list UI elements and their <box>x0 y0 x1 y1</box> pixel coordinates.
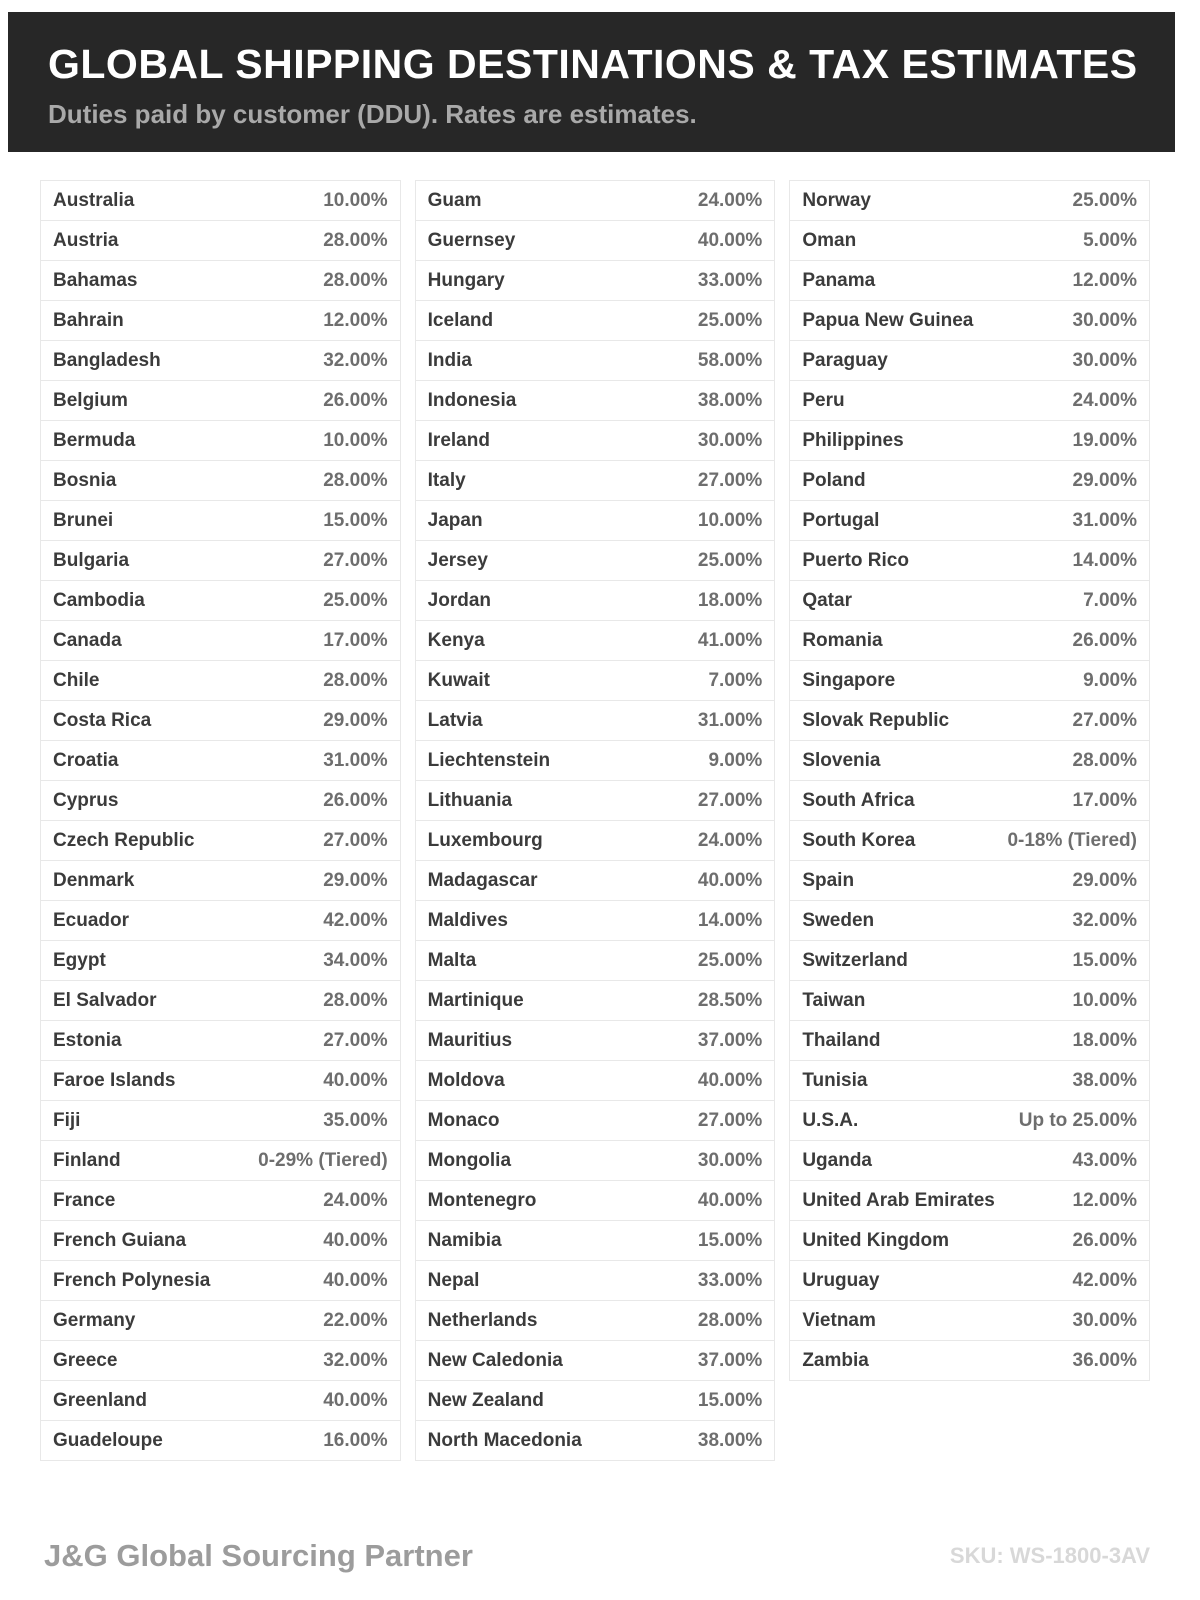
table-row <box>789 620 1150 661</box>
tax-rate: 18.00% <box>1072 1029 1137 1051</box>
tax-rate: 30.00% <box>697 1149 763 1171</box>
table-row <box>415 980 776 1021</box>
tax-rate: 40.00% <box>323 1389 388 1411</box>
tax-rate: 7.00% <box>708 669 763 691</box>
table-row <box>415 1380 776 1421</box>
table-row <box>40 900 401 941</box>
tax-rate: 17.00% <box>323 629 388 651</box>
table-row <box>40 1300 401 1341</box>
country-name: Taiwan <box>802 989 866 1011</box>
country-name: Madagascar <box>427 869 538 891</box>
tax-rate: 31.00% <box>1072 509 1137 531</box>
table-row <box>789 460 1150 501</box>
table-row <box>415 460 776 501</box>
country-name: New Caledonia <box>427 1349 563 1371</box>
tax-rate: 40.00% <box>697 1189 763 1211</box>
tax-rate: 30.00% <box>1072 349 1137 371</box>
country-name: Peru <box>802 389 845 411</box>
tax-rate: 27.00% <box>697 1109 763 1131</box>
tax-rate: 32.00% <box>323 349 388 371</box>
country-name: Philippines <box>802 429 904 451</box>
tax-rate: 12.00% <box>1072 1189 1137 1211</box>
table-row <box>415 380 776 421</box>
table-row <box>40 340 401 381</box>
country-name: Cyprus <box>53 789 119 811</box>
country-name: Fiji <box>53 1109 81 1131</box>
tax-rate: 24.00% <box>1072 389 1137 411</box>
country-name: Norway <box>802 189 871 211</box>
country-name: Czech Republic <box>53 829 195 851</box>
tax-rate: 26.00% <box>1072 629 1137 651</box>
tax-rate: 42.00% <box>323 909 388 931</box>
sku-label: SKU: WS-1800-3AV <box>949 1543 1150 1568</box>
table-row <box>415 580 776 621</box>
brand-name: J&G Global Sourcing Partner <box>44 1538 473 1573</box>
tax-rate: 22.00% <box>323 1309 388 1331</box>
country-name: Slovak Republic <box>802 709 950 731</box>
tax-rate: 28.00% <box>1072 749 1137 771</box>
table-row <box>40 1220 401 1261</box>
country-name: Jersey <box>427 549 488 571</box>
tax-rate: 15.00% <box>697 1389 763 1411</box>
tax-rate: 10.00% <box>697 509 763 531</box>
table-row <box>789 420 1150 461</box>
country-name: Jordan <box>427 589 492 611</box>
tax-rate: 16.00% <box>323 1429 388 1451</box>
table-row <box>415 700 776 741</box>
table-row <box>789 340 1150 381</box>
country-name: Latvia <box>427 709 483 731</box>
table-row <box>415 1140 776 1181</box>
table-row <box>40 580 401 621</box>
tax-rate: 38.00% <box>697 389 763 411</box>
page-subtitle: Duties paid by customer (DDU). Rates are estimates. <box>48 99 697 130</box>
country-name: U.S.A. <box>802 1109 859 1131</box>
country-name: Bulgaria <box>53 549 130 571</box>
rates-column-2 <box>415 180 776 1461</box>
country-name: France <box>53 1189 116 1211</box>
country-name: Germany <box>53 1309 136 1331</box>
country-name: Switzerland <box>802 949 908 971</box>
country-name: Moldova <box>427 1069 505 1091</box>
country-name: Liechtenstein <box>427 749 551 771</box>
country-name: Papua New Guinea <box>802 309 974 331</box>
rates-table <box>40 180 1150 1461</box>
tax-rate: 24.00% <box>697 189 763 211</box>
country-name: Finland <box>53 1149 121 1171</box>
country-name: Tunisia <box>802 1069 868 1091</box>
tax-rate: 14.00% <box>697 909 763 931</box>
table-row <box>415 1180 776 1221</box>
table-row <box>40 700 401 741</box>
table-row <box>789 1300 1150 1341</box>
country-name: Portugal <box>802 509 880 531</box>
country-name: Paraguay <box>802 349 888 371</box>
country-name: Brunei <box>53 509 114 531</box>
country-name: Greenland <box>53 1389 147 1411</box>
table-row <box>415 1060 776 1101</box>
country-name: Austria <box>53 229 119 251</box>
tax-rate: 31.00% <box>323 749 388 771</box>
country-name: Namibia <box>427 1229 502 1251</box>
tax-rate: 25.00% <box>697 309 763 331</box>
tax-rate: 10.00% <box>323 189 388 211</box>
table-row <box>40 820 401 861</box>
country-name: Sweden <box>802 909 875 931</box>
country-name: Uruguay <box>802 1269 880 1291</box>
table-row <box>789 1180 1150 1221</box>
tax-rate: 27.00% <box>697 789 763 811</box>
tax-rate: 26.00% <box>1072 1229 1137 1251</box>
tax-rate: 18.00% <box>697 589 763 611</box>
country-name: Puerto Rico <box>802 549 909 571</box>
table-row <box>40 860 401 901</box>
rates-column-3 <box>789 180 1150 1381</box>
tax-rate: 15.00% <box>323 509 388 531</box>
tax-rate: 28.50% <box>697 989 763 1011</box>
table-row <box>415 1420 776 1461</box>
country-name: Bermuda <box>53 429 136 451</box>
table-row <box>415 300 776 341</box>
table-row <box>415 780 776 821</box>
country-name: Uganda <box>802 1149 873 1171</box>
page-header <box>8 12 1175 152</box>
tax-rate: 42.00% <box>1072 1269 1137 1291</box>
tax-rate: 26.00% <box>323 789 388 811</box>
tax-rate: 17.00% <box>1072 789 1137 811</box>
country-name: Bahrain <box>53 309 124 331</box>
country-name: French Polynesia <box>53 1269 211 1291</box>
table-row <box>415 1300 776 1341</box>
tax-rate: 12.00% <box>323 309 388 331</box>
table-row <box>789 1340 1150 1381</box>
country-name: Maldives <box>427 909 508 931</box>
table-row <box>789 500 1150 541</box>
country-name: Kenya <box>427 629 485 651</box>
country-name: Kuwait <box>427 669 490 691</box>
country-name: Singapore <box>802 669 896 691</box>
country-name: Nepal <box>427 1269 480 1291</box>
country-name: Ireland <box>427 429 490 451</box>
table-row <box>40 1020 401 1061</box>
table-row <box>415 1340 776 1381</box>
country-name: Bahamas <box>53 269 138 291</box>
table-row <box>415 1100 776 1141</box>
country-name: Iceland <box>427 309 494 331</box>
tax-rate: 28.00% <box>323 989 388 1011</box>
country-name: Costa Rica <box>53 709 152 731</box>
country-name: Ecuador <box>53 909 130 931</box>
table-row <box>789 1060 1150 1101</box>
table-row <box>40 300 401 341</box>
table-row <box>40 540 401 581</box>
table-row <box>40 980 401 1021</box>
table-row <box>40 380 401 421</box>
tax-rate: 32.00% <box>1072 909 1137 931</box>
tax-rate: 27.00% <box>323 549 388 571</box>
table-row <box>40 740 401 781</box>
tax-rate: 30.00% <box>1072 1309 1137 1331</box>
table-row <box>789 660 1150 701</box>
tax-rate: 40.00% <box>323 1229 388 1251</box>
tax-rate: 38.00% <box>1072 1069 1137 1091</box>
table-row <box>40 940 401 981</box>
table-row <box>415 940 776 981</box>
country-name: Panama <box>802 269 876 291</box>
country-name: South Korea <box>802 829 916 851</box>
table-row <box>40 420 401 461</box>
table-row <box>789 740 1150 781</box>
tax-rate: 34.00% <box>323 949 388 971</box>
table-row <box>40 660 401 701</box>
table-row <box>415 660 776 701</box>
tax-rate: 29.00% <box>1072 869 1137 891</box>
table-row <box>40 1260 401 1301</box>
tax-rate: 25.00% <box>697 949 763 971</box>
tax-rate: 24.00% <box>323 1189 388 1211</box>
table-row <box>40 1420 401 1461</box>
table-row <box>40 460 401 501</box>
tax-rate: 32.00% <box>323 1349 388 1371</box>
table-row <box>415 860 776 901</box>
country-name: Canada <box>53 629 122 651</box>
tax-rate: 43.00% <box>1072 1149 1137 1171</box>
tax-rate: 30.00% <box>1072 309 1137 331</box>
table-row <box>789 980 1150 1021</box>
table-row <box>40 180 401 221</box>
tax-rate: 33.00% <box>697 269 763 291</box>
country-name: Hungary <box>427 269 505 291</box>
country-name: Monaco <box>427 1109 500 1131</box>
table-row <box>789 260 1150 301</box>
table-row <box>415 740 776 781</box>
country-name: French Guiana <box>53 1229 187 1251</box>
table-row <box>415 180 776 221</box>
country-name: Slovenia <box>802 749 881 771</box>
country-name: United Kingdom <box>802 1229 950 1251</box>
tax-rate: 9.00% <box>1083 669 1137 691</box>
table-row <box>415 340 776 381</box>
tax-rate: 27.00% <box>697 469 763 491</box>
table-row <box>40 1060 401 1101</box>
country-name: Poland <box>802 469 866 491</box>
country-name: Zambia <box>802 1349 869 1371</box>
country-name: Netherlands <box>427 1309 538 1331</box>
tax-rate: 37.00% <box>697 1349 763 1371</box>
tax-rate: 28.00% <box>323 229 388 251</box>
tax-rate: 29.00% <box>323 869 388 891</box>
table-row <box>789 380 1150 421</box>
table-row <box>415 500 776 541</box>
country-name: Estonia <box>53 1029 122 1051</box>
table-row <box>415 540 776 581</box>
table-row <box>789 820 1150 861</box>
tax-rate: 10.00% <box>1072 989 1137 1011</box>
tax-rate: 12.00% <box>1072 269 1137 291</box>
table-row <box>789 540 1150 581</box>
table-row <box>40 1100 401 1141</box>
table-row <box>789 300 1150 341</box>
tax-rate: 28.00% <box>323 669 388 691</box>
tax-rate: 24.00% <box>697 829 763 851</box>
tax-rate: 28.00% <box>697 1309 763 1331</box>
tax-rate: 9.00% <box>708 749 763 771</box>
country-name: Thailand <box>802 1029 881 1051</box>
tax-rate: 14.00% <box>1072 549 1137 571</box>
country-name: Egypt <box>53 949 106 971</box>
table-row <box>40 1340 401 1381</box>
table-row <box>40 780 401 821</box>
table-row <box>415 620 776 661</box>
country-name: Lithuania <box>427 789 513 811</box>
tax-rate: 40.00% <box>697 1069 763 1091</box>
tax-rate: 15.00% <box>1072 949 1137 971</box>
country-name: Mongolia <box>427 1149 512 1171</box>
tax-rate: 29.00% <box>323 709 388 731</box>
country-name: Greece <box>53 1349 118 1371</box>
country-name: Luxembourg <box>427 829 543 851</box>
tax-rate: 36.00% <box>1072 1349 1137 1371</box>
tax-rate: 38.00% <box>697 1429 763 1451</box>
tax-rate: 28.00% <box>323 269 388 291</box>
country-name: Guam <box>427 189 482 211</box>
table-row <box>789 860 1150 901</box>
tax-rate: 35.00% <box>323 1109 388 1131</box>
country-name: Montenegro <box>427 1189 537 1211</box>
country-name: Australia <box>53 189 135 211</box>
tax-rate: 40.00% <box>697 229 763 251</box>
country-name: North Macedonia <box>427 1429 582 1451</box>
tax-rate: 40.00% <box>323 1269 388 1291</box>
tax-rate: 31.00% <box>697 709 763 731</box>
table-row <box>415 420 776 461</box>
tax-rate: 29.00% <box>1072 469 1137 491</box>
table-row <box>40 1380 401 1421</box>
tax-rate: 41.00% <box>697 629 763 651</box>
table-row <box>40 620 401 661</box>
table-row <box>789 1260 1150 1301</box>
country-name: India <box>427 349 472 371</box>
table-row <box>415 900 776 941</box>
tax-rate: Up to 25.00% <box>1018 1109 1137 1131</box>
table-row <box>415 1020 776 1061</box>
country-name: Faroe Islands <box>53 1069 176 1091</box>
tax-rate: 27.00% <box>1072 709 1137 731</box>
country-name: Italy <box>427 469 466 491</box>
tax-rate: 27.00% <box>323 829 388 851</box>
tax-rate: 7.00% <box>1083 589 1137 611</box>
table-row <box>789 220 1150 261</box>
country-name: Guadeloupe <box>53 1429 163 1451</box>
tax-rate: 19.00% <box>1072 429 1137 451</box>
tax-rate: 58.00% <box>697 349 763 371</box>
table-row <box>40 220 401 261</box>
country-name: Vietnam <box>802 1309 876 1331</box>
country-name: Malta <box>427 949 477 971</box>
country-name: Guernsey <box>427 229 516 251</box>
country-name: New Zealand <box>427 1389 544 1411</box>
tax-rate: 0-29% (Tiered) <box>258 1149 388 1171</box>
tax-rate: 26.00% <box>323 389 388 411</box>
page-title: GLOBAL SHIPPING DESTINATIONS & TAX ESTIMATES <box>48 41 1138 87</box>
table-row <box>789 580 1150 621</box>
country-name: Oman <box>802 229 857 251</box>
rates-column-1 <box>40 180 401 1461</box>
tax-rate: 25.00% <box>1072 189 1137 211</box>
country-name: South Africa <box>802 789 915 811</box>
table-row <box>789 1220 1150 1261</box>
country-name: Qatar <box>802 589 852 611</box>
table-row <box>789 780 1150 821</box>
tax-rate: 25.00% <box>323 589 388 611</box>
table-row <box>789 180 1150 221</box>
tax-rate: 33.00% <box>697 1269 763 1291</box>
country-name: Cambodia <box>53 589 145 611</box>
tax-rate: 40.00% <box>323 1069 388 1091</box>
country-name: Spain <box>802 869 855 891</box>
tax-rate: 15.00% <box>697 1229 763 1251</box>
table-row <box>415 1260 776 1301</box>
tax-rate: 30.00% <box>697 429 763 451</box>
country-name: Indonesia <box>427 389 517 411</box>
table-row <box>415 260 776 301</box>
table-row <box>789 700 1150 741</box>
table-row <box>789 940 1150 981</box>
country-name: United Arab Emirates <box>802 1189 995 1211</box>
table-row <box>40 500 401 541</box>
table-row <box>789 900 1150 941</box>
table-row <box>415 820 776 861</box>
tax-rate: 37.00% <box>697 1029 763 1051</box>
country-name: Martinique <box>427 989 524 1011</box>
tax-rate: 0-18% (Tiered) <box>1007 829 1137 851</box>
tax-rate: 40.00% <box>697 869 763 891</box>
country-name: Bosnia <box>53 469 117 491</box>
table-row <box>789 1140 1150 1181</box>
country-name: Romania <box>802 629 883 651</box>
tax-rate: 28.00% <box>323 469 388 491</box>
table-row <box>40 1140 401 1181</box>
table-row <box>40 1180 401 1221</box>
country-name: Mauritius <box>427 1029 513 1051</box>
country-name: Japan <box>427 509 483 531</box>
table-row <box>789 1020 1150 1061</box>
table-row <box>415 220 776 261</box>
tax-rate: 25.00% <box>697 549 763 571</box>
tax-rate: 5.00% <box>1083 229 1137 251</box>
table-row <box>789 1100 1150 1141</box>
country-name: El Salvador <box>53 989 157 1011</box>
table-row <box>415 1220 776 1261</box>
tax-rate: 10.00% <box>323 429 388 451</box>
table-row <box>40 260 401 301</box>
country-name: Chile <box>53 669 100 691</box>
country-name: Belgium <box>53 389 128 411</box>
tax-rate: 27.00% <box>323 1029 388 1051</box>
country-name: Bangladesh <box>53 349 161 371</box>
country-name: Croatia <box>53 749 119 771</box>
country-name: Denmark <box>53 869 135 891</box>
